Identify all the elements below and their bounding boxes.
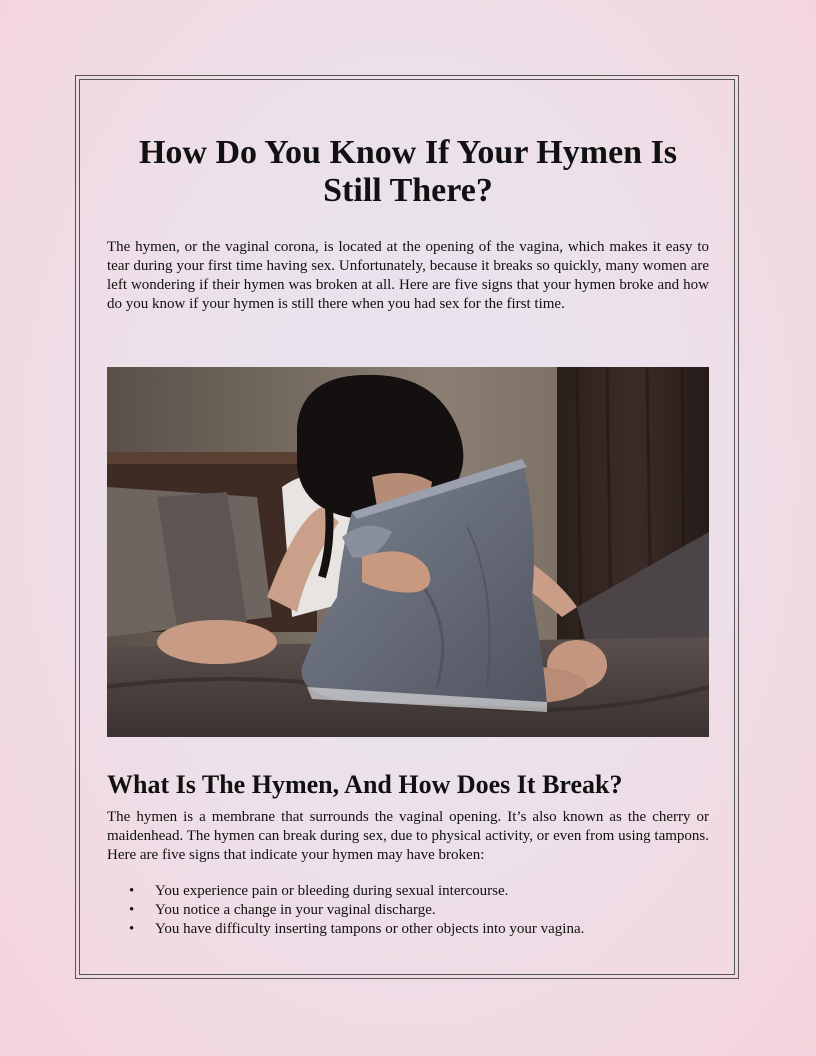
list-item: • You notice a change in your vaginal discharge. — [129, 902, 436, 918]
bullet-icon: • — [129, 921, 135, 937]
bullet-icon: • — [129, 902, 135, 918]
intro-paragraph: The hymen, or the vaginal corona, is located at the opening of the vagina, which makes it easy to tear during your first time having sex. Unfortunately, because it breaks so quickly, many women are left wondering if their hymen was broken at all. Here are five signs that your hymen broke and how do you know if your hymen is still there when you had sex for the first time. — [107, 239, 709, 312]
list-item: • You have difficulty inserting tampons or other objects into your vagina. — [129, 921, 585, 937]
signs-list — [107, 882, 709, 939]
bullet-icon: • — [129, 883, 135, 899]
section-heading: What Is The Hymen, And How Does It Break? — [107, 770, 623, 799]
section-paragraph: The hymen is a membrane that surrounds the vaginal opening. It’s also known as the cherry or maidenhead. The hymen can break during sex, due to physical activity, or even from using tampons. Here are five signs that indicate your hymen may have broken: — [107, 809, 709, 863]
list-item: • You experience pain or bleeding during sexual intercourse. — [129, 883, 509, 899]
article-photo — [107, 367, 709, 737]
article-title: How Do You Know If Your Hymen Is Still There? — [138, 134, 678, 209]
